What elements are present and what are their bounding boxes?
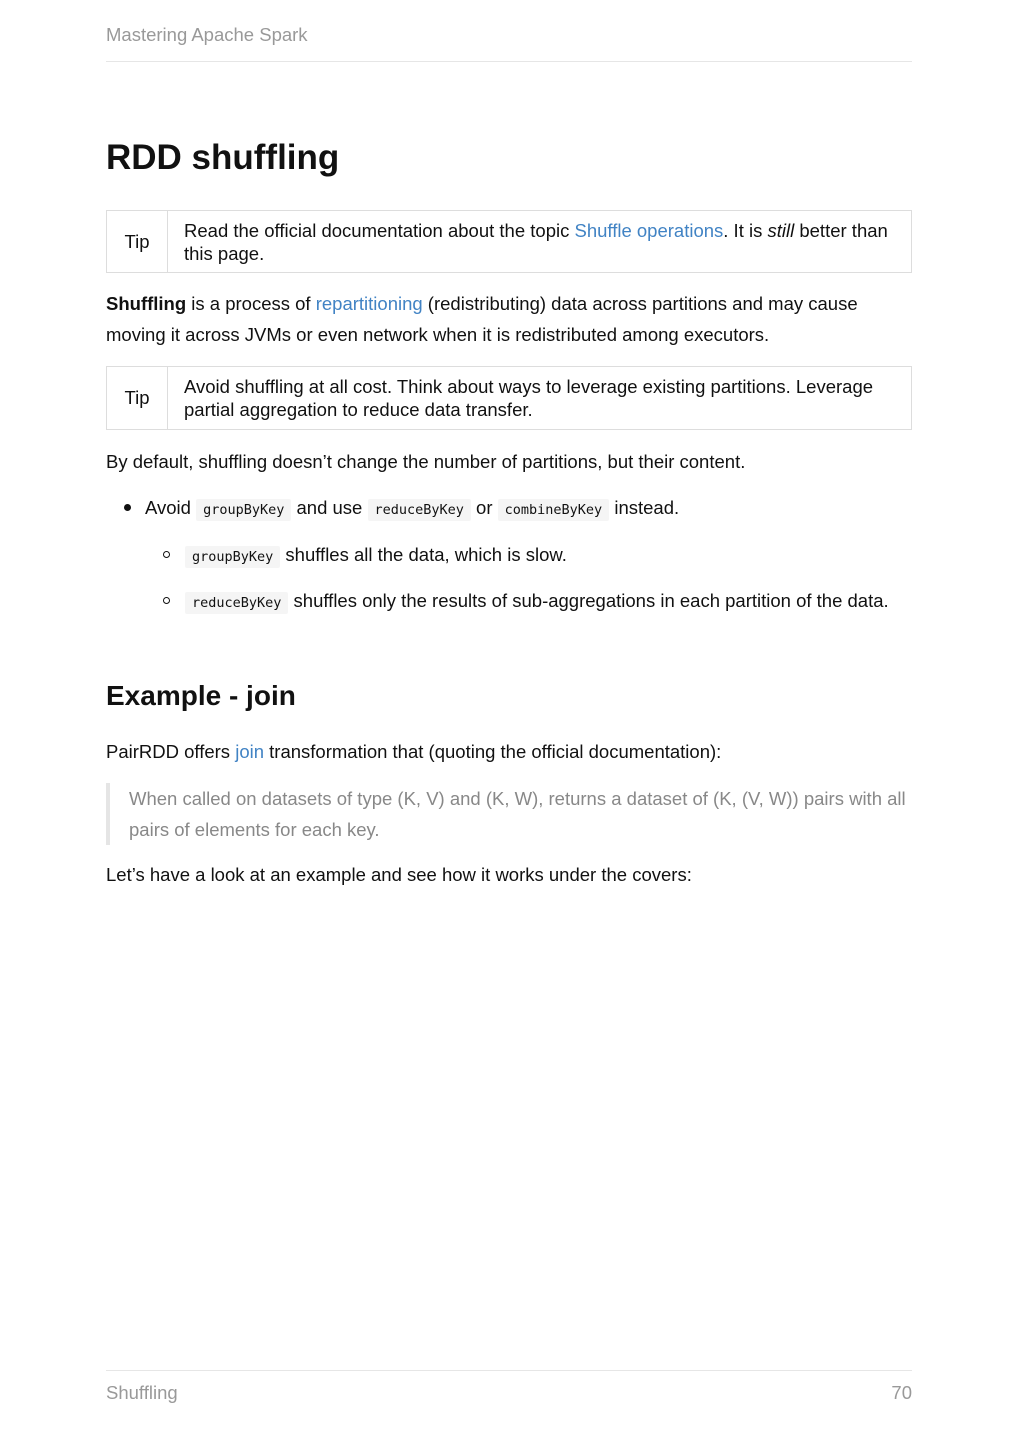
paragraph-example: Let’s have a look at an example and see how it works under the covers:: [106, 864, 692, 885]
shuffle-operations-link[interactable]: Shuffle operations: [574, 219, 724, 241]
list-item: reduceByKey shuffles only the results of sub-aggregations in each partition of the data.: [185, 585, 905, 619]
code-combinebykey: combineByKey: [498, 499, 610, 521]
code-reducebykey: reduceByKey: [368, 499, 471, 521]
join-link[interactable]: join: [235, 741, 265, 762]
tip-text: Avoid shuffling at all cost. Think about ways to leverage existing partitions. Leverage partial aggregation to reduce data transfer.: [184, 376, 874, 420]
section-heading: Example - join: [106, 680, 296, 711]
header-divider: [106, 61, 912, 62]
circle-bullet-icon: [163, 551, 170, 558]
bullet-icon: [124, 504, 131, 511]
list-item: groupByKey shuffles all the data, which is slow.: [185, 539, 567, 573]
paragraph-pairrdd: PairRDD offers join transformation that (quoting the official documentation):: [106, 741, 722, 762]
tip-box: [106, 210, 912, 273]
blockquote: When called on datasets of type (K, V) and (K, W), returns a dataset of (K, (V, W)) pairs with all pairs of elements for each key.: [106, 783, 912, 845]
tip-text: Read the official documentation about the topic Shuffle operations. It is still better than this page.: [184, 219, 888, 264]
tip-box: [106, 366, 912, 430]
running-header: Mastering Apache Spark: [106, 24, 308, 45]
page-number: 70: [891, 1382, 912, 1403]
footer-chapter: Shuffling: [106, 1382, 178, 1403]
footer: [106, 1382, 912, 1404]
circle-bullet-icon: [163, 597, 170, 604]
repartitioning-link[interactable]: repartitioning: [315, 293, 423, 314]
list-item: Avoid groupByKey and use reduceByKey or combineByKey instead.: [145, 492, 679, 526]
tip-label: Tip: [107, 211, 168, 272]
page-title: RDD shuffling: [106, 138, 340, 177]
code-groupbykey: groupByKey: [196, 499, 291, 521]
tip-label: Tip: [107, 367, 168, 429]
paragraph-default: By default, shuffling doesn’t change the number of partitions, but their content.: [106, 451, 746, 472]
paragraph-shuffling: Shuffling is a process of repartitioning (redistributing) data across partitions and may cause moving it across JVMs or even network when it is redistributed among executors.: [106, 293, 858, 345]
footer-divider: [106, 1370, 912, 1371]
